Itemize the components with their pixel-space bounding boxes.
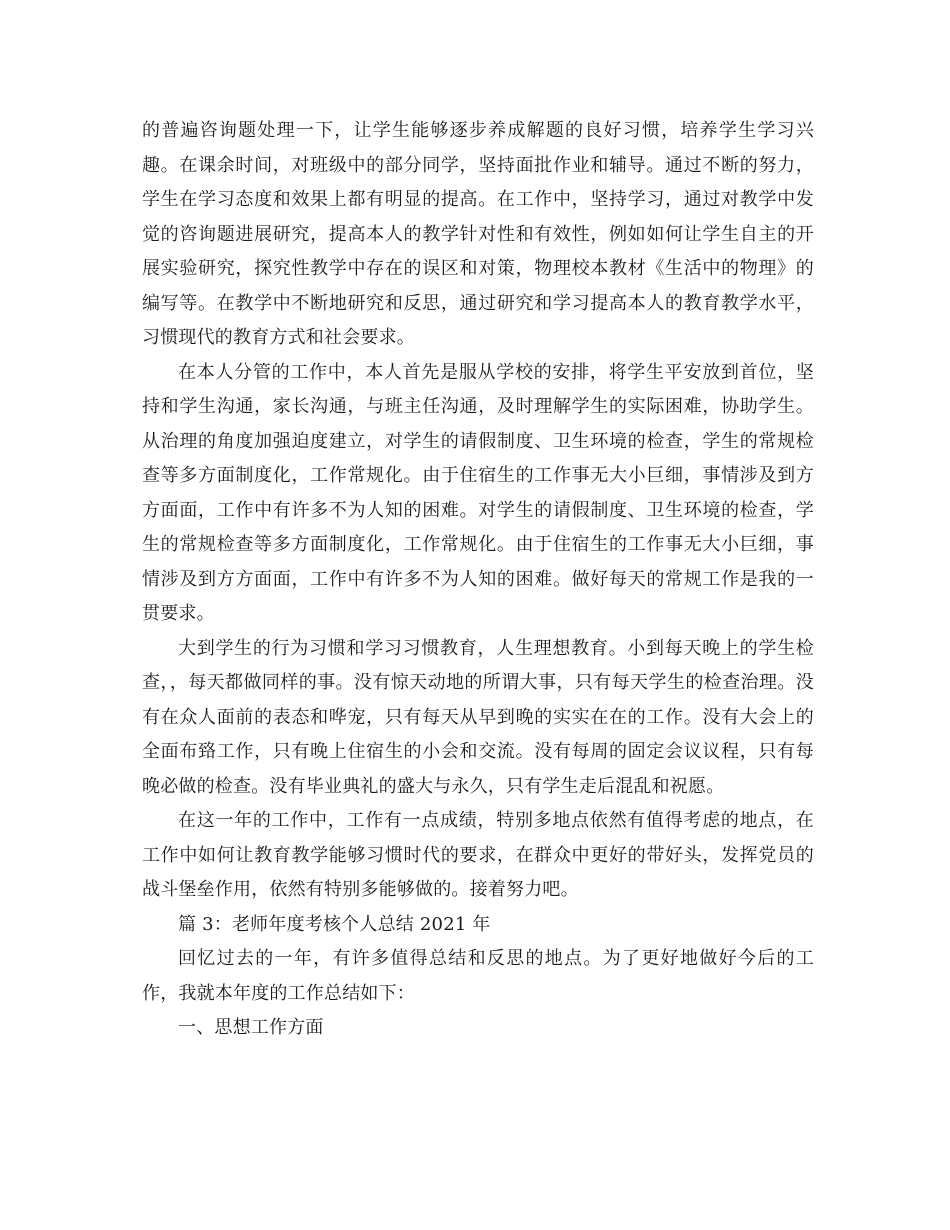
section-heading-part-3: 篇 3：老师年度考核个人总结 2021 年 xyxy=(178,913,491,935)
paragraph-review-intro: 回忆过去的一年，有许多值得总结和反思的地点。为了更好地做好今后的工作，我就本年度的工作总结如下： xyxy=(142,948,814,1004)
paragraph-year-summary: 在这一年的工作中，工作有一点成绩，特别多地点依然有值得考虑的地点，在工作中如何让教育教学能够习惯时代的要求，在群众中更好的带好头，发挥党员的战斗堡垒作用，依然有特别多能够做的。接着努力吧。 xyxy=(142,810,814,900)
paragraph-daily-routine: 大到学生的行为习惯和学习习惯教育，人生理想教育。小到每天晚上的学生检查，，每天都做同样的事。没有惊天动地的所谓大事，只有每天学生的检查治理。没有在众人面前的表态和哗宠，只有每天从早到晚的实实在在的工作。没有大会上的全面布臵工作，只有晚上住宿生的小会和交流。没有每周的固定会议议程，只有每晚必做的检查。没有毕业典礼的盛大与永久，只有学生走后混乱和祝愿。 xyxy=(142,637,814,797)
paragraph-management-work: 在本人分管的工作中，本人首先是服从学校的安排，将学生平安放到首位，坚持和学生沟通，家长沟通，与班主任沟通，及时理解学生的实际困难，协助学生。从治理的角度加强迫度建立，对学生的请假制度、卫生环境的检查，学生的常规检查等多方面制度化，工作常规化。由于住宿生的工作事无大小巨细，事情涉及到方方面面，工作中有许多不为人知的困难。对学生的请假制度、卫生环境的检查，学生的常规检查等多方面制度化，工作常规化。由于住宿生的工作事无大小巨细，事情涉及到方方面面，工作中有许多不为人知的困难。做好每天的常规工作是我的一贯要求。 xyxy=(142,361,814,624)
paragraph-teaching-reflection: 的普遍咨询题处理一下，让学生能够逐步养成解题的良好习惯，培养学生学习兴趣。在课余时间，对班级中的部分同学，坚持面批作业和辅导。通过不断的努力，学生在学习态度和效果上都有明显的提高。在工作中，坚持学习，通过对教学中发觉的咨询题进展研究，提高本人的教学针对性和有效性，例如如何让学生自主的开展实验研究，探究性教学中存在的误区和对策，物理校本教材《生活中的物理》的编写等。在教学中不断地研究和反思，通过研究和学习提高本人的教育教学水平，习惯现代的教育方式和社会要求。 xyxy=(142,120,814,348)
subheading-ideological-work: 一、思想工作方面 xyxy=(178,1017,324,1038)
document-body xyxy=(142,114,814,1046)
